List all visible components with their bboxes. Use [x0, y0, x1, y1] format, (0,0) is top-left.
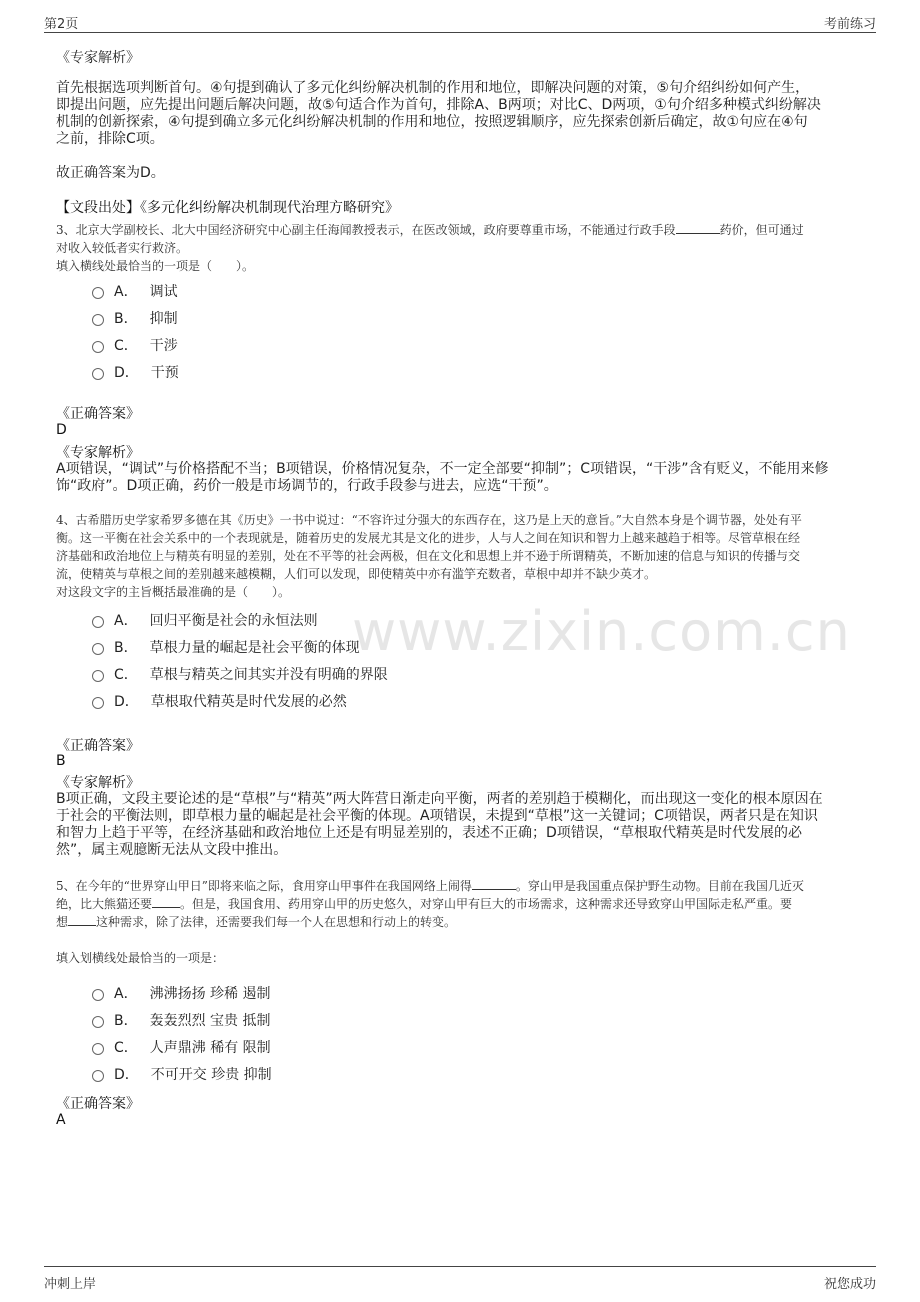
q5-stem [56, 877, 862, 931]
q4-answer-label: 《正确答案》 [56, 738, 140, 754]
q3-analysis-label: 《专家解析》 [56, 445, 140, 461]
radio-icon[interactable] [92, 287, 104, 299]
q4-stem-text: 济基础和政治地位上与精英有明显的差别，处在不平等的社会两极，但在文化和思想上并不逊于所谓精英，不断加速的信息与知识的传播与交 [56, 549, 801, 563]
q4-stem-text: 4、古希腊历史学家希罗多德在其《历史》一书中说过：“不容许过分强大的东西存在，这乃是上天的意旨。”大自然本身是个调节器，处处有平 [56, 513, 802, 527]
radio-icon[interactable] [92, 1016, 104, 1028]
footer-right: 祝您成功 [823, 1277, 876, 1292]
q4-analysis-line: 于社会的平衡法则，即草根力量的崛起是社会平衡的体现。A项错误，未提到“草根”这一关键词；C项错误，两者只是在知识 [56, 808, 818, 824]
q5-stem-text: 5、在今年的“世界穿山甲日”即将来临之际，食用穿山甲事件在我国网络上闹得 [56, 879, 472, 893]
radio-icon[interactable] [92, 697, 104, 709]
q5-prompt-wrap [56, 949, 862, 967]
q5-stem-text: 。穿山甲是我国重点保护野生动物。目前在我国几近灭 [515, 879, 804, 893]
q3-option-d[interactable]: D． 干预 [92, 358, 179, 385]
q3-analysis-line: 饰“政府”。D项正确，药价一般是市场调节的，行政手段参与进去，应选“干预”。 [56, 478, 558, 494]
q5-option-d[interactable]: D． 不可开交 珍贵 抑制 [92, 1060, 272, 1087]
q5-option-c[interactable]: C． 人声鼎沸 稀有 限制 [92, 1033, 272, 1060]
fill-blank [676, 221, 720, 234]
q4-stem [56, 511, 862, 601]
q5-option-a[interactable]: A． 沸沸扬扬 珍稀 遏制 [92, 979, 272, 1006]
q4-prompt: 对这段文字的主旨概括最准确的是（ ）。 [56, 585, 291, 599]
q5-stem-text: 这种需求，除了法律，还需要我们每一个人在思想和行动上的转变。 [96, 915, 457, 929]
q4-option-b[interactable]: B． 草根力量的崛起是社会平衡的体现 [92, 633, 388, 660]
q4-analysis-line: 然”，属主观臆断无法从文段中推出。 [56, 842, 288, 858]
q3-options [92, 277, 179, 385]
q3-stem-text: 药价，但可通过 [719, 223, 804, 237]
q3-stem-text: 对收入较低者实行救济。 [56, 241, 189, 255]
q2-analysis [56, 80, 862, 148]
radio-icon[interactable] [92, 314, 104, 326]
q3-prompt: 填入横线处最恰当的一项是（ ）。 [56, 259, 255, 273]
q4-option-d[interactable]: D． 草根取代精英是时代发展的必然 [92, 687, 388, 714]
fill-blank [152, 895, 180, 908]
q4-answer: B [56, 753, 66, 769]
q3-stem [56, 221, 862, 275]
page-number: 第2页 [44, 17, 79, 32]
radio-icon[interactable] [92, 1043, 104, 1055]
q2-analysis-line: 之前，排除C项。 [56, 131, 164, 147]
q5-stem-text: 想 [56, 915, 69, 929]
q4-stem-text: 衡。这一平衡在社会关系中的一个表现就是，随着历史的发展尤其是文化的进步，人与人之间在知识和智力上越来越趋于相等。尽管草根在经 [56, 531, 801, 545]
q3-option-a[interactable]: A． 调试 [92, 277, 179, 304]
footer-left: 冲刺上岸 [44, 1277, 97, 1292]
q5-options [92, 979, 272, 1087]
q3-option-c[interactable]: C． 干涉 [92, 331, 179, 358]
q4-analysis [56, 791, 862, 859]
q4-analysis-line: 和智力上趋于平等，在经济基础和政治地位上还是有明显差别的，表述不正确；D项错误，“草根取代精英是时代发展的必 [56, 825, 803, 841]
q2-analysis-line: 即提出问题，应先提出问题后解决问题，故⑤句适合作为首句，排除A、B两项；对比C、D两项，①句介绍多种模式纠纷解决 [56, 97, 821, 113]
q5-option-b[interactable]: B． 轰轰烈烈 宝贵 抵制 [92, 1006, 272, 1033]
q5-answer: A [56, 1112, 66, 1128]
q2-source: 【文段出处】《多元化纠纷解决机制现代治理方略研究》 [56, 200, 399, 216]
page-footer [44, 1266, 876, 1295]
q4-option-a[interactable]: A． 回归平衡是社会的永恒法则 [92, 606, 388, 633]
q2-analysis-label: 《专家解析》 [56, 50, 140, 66]
fill-blank [68, 913, 96, 926]
fill-blank [472, 877, 516, 890]
q5-stem-text: 。但是，我国食用、药用穿山甲的历史悠久，对穿山甲有巨大的市场需求，这种需求还导致穿山甲国际走私严重。要 [180, 897, 793, 911]
q4-stem-text: 流，使精英与草根之间的差别越来越模糊，人们可以发现，即使精英中亦有滥竽充数者，草根中却并不缺少英才。 [56, 567, 657, 581]
radio-icon[interactable] [92, 368, 104, 380]
q4-option-c[interactable]: C． 草根与精英之间其实并没有明确的界限 [92, 660, 388, 687]
q3-analysis [56, 461, 862, 495]
q5-answer-label: 《正确答案》 [56, 1096, 140, 1112]
radio-icon[interactable] [92, 341, 104, 353]
q4-options [92, 606, 388, 714]
q2-analysis-line: 首先根据选项判断首句。④句提到确认了多元化纠纷解决机制的作用和地位，即解决问题的对策，⑤句介绍纠纷如何产生， [56, 80, 810, 96]
q4-analysis-label: 《专家解析》 [56, 775, 140, 791]
radio-icon[interactable] [92, 643, 104, 655]
radio-icon[interactable] [92, 1070, 104, 1082]
q5-stem-text: 绝，比大熊猫还要 [56, 897, 153, 911]
q3-answer: D [56, 422, 67, 438]
q3-option-b[interactable]: B． 抑制 [92, 304, 179, 331]
q3-analysis-line: A项错误，“调试”与价格搭配不当；B项错误，价格情况复杂，不一定全部要“抑制”；C项错误，“干涉”含有贬义，不能用来修 [56, 461, 829, 477]
page-header [44, 10, 876, 33]
q2-conclusion: 故正确答案为D。 [56, 165, 165, 181]
radio-icon[interactable] [92, 989, 104, 1001]
q3-answer-label: 《正确答案》 [56, 406, 140, 422]
q5-prompt: 填入划横线处最恰当的一项是： [56, 951, 225, 965]
q4-analysis-line: B项正确，文段主要论述的是“草根”与“精英”两大阵营日渐走向平衡，两者的差别趋于模糊化，而出现这一变化的根本原因在 [56, 791, 823, 807]
watermark: www.zixin.com.cn [352, 600, 851, 663]
q2-analysis-line: 机制的创新探索，④句提到确立多元化纠纷解决机制的作用和地位，按照逻辑顺序，应先探索创新后确定，故①句应在④句 [56, 114, 808, 130]
q3-stem-text: 3、北京大学副校长、北大中国经济研究中心副主任海闻教授表示，在医改领域，政府要尊重市场，不能通过行政手段 [56, 223, 676, 237]
header-title: 考前练习 [823, 17, 876, 32]
radio-icon[interactable] [92, 616, 104, 628]
radio-icon[interactable] [92, 670, 104, 682]
